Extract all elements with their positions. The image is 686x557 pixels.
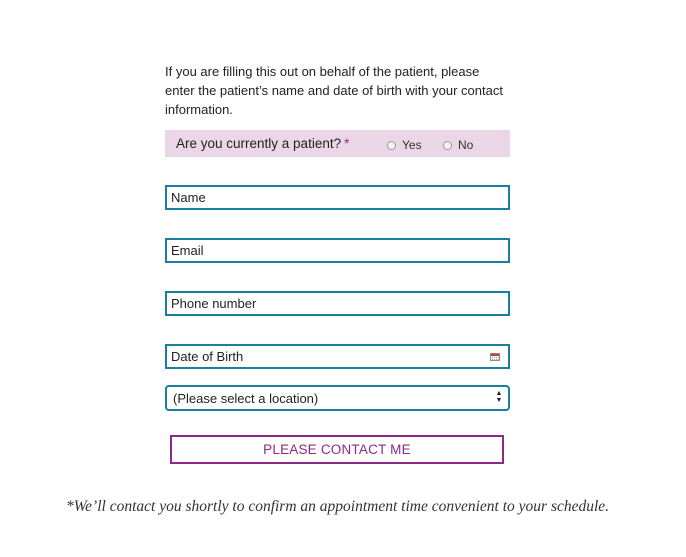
location-select-value: (Please select a location)	[173, 391, 319, 406]
required-marker: *	[344, 136, 350, 151]
location-select[interactable]	[165, 385, 510, 411]
intro-text: If you are filling this out on behalf of the patient, please enter the patient’s name and date of birth with your contact information.	[165, 64, 503, 117]
patient-yes-radio[interactable]	[387, 139, 422, 151]
patient-no-radio[interactable]	[443, 139, 473, 151]
date-of-birth-field[interactable]	[165, 344, 510, 369]
current-patient-label-text: Are you currently a patient?	[176, 136, 342, 151]
date-of-birth-placeholder: Date of Birth	[171, 349, 244, 364]
patient-yes-label[interactable]: Yes	[402, 138, 422, 152]
radio-circle-icon[interactable]	[443, 141, 452, 150]
current-patient-question	[165, 130, 510, 157]
phone-field[interactable]	[165, 291, 510, 316]
name-placeholder: Name	[171, 190, 206, 205]
footnote-text: *We’ll contact you shortly to confirm an appointment time convenient to your schedule.	[65, 498, 610, 515]
calendar-icon[interactable]	[490, 353, 500, 361]
phone-placeholder: Phone number	[171, 296, 257, 311]
name-field[interactable]	[165, 185, 510, 210]
email-field[interactable]	[165, 238, 510, 263]
patient-no-label[interactable]: No	[458, 138, 474, 152]
email-placeholder: Email	[171, 243, 204, 258]
radio-circle-icon[interactable]	[387, 141, 396, 150]
please-contact-me-button[interactable]: PLEASE CONTACT ME	[170, 435, 504, 464]
current-patient-label	[176, 136, 349, 151]
select-arrows-icon: ▲ ▼	[495, 390, 503, 404]
